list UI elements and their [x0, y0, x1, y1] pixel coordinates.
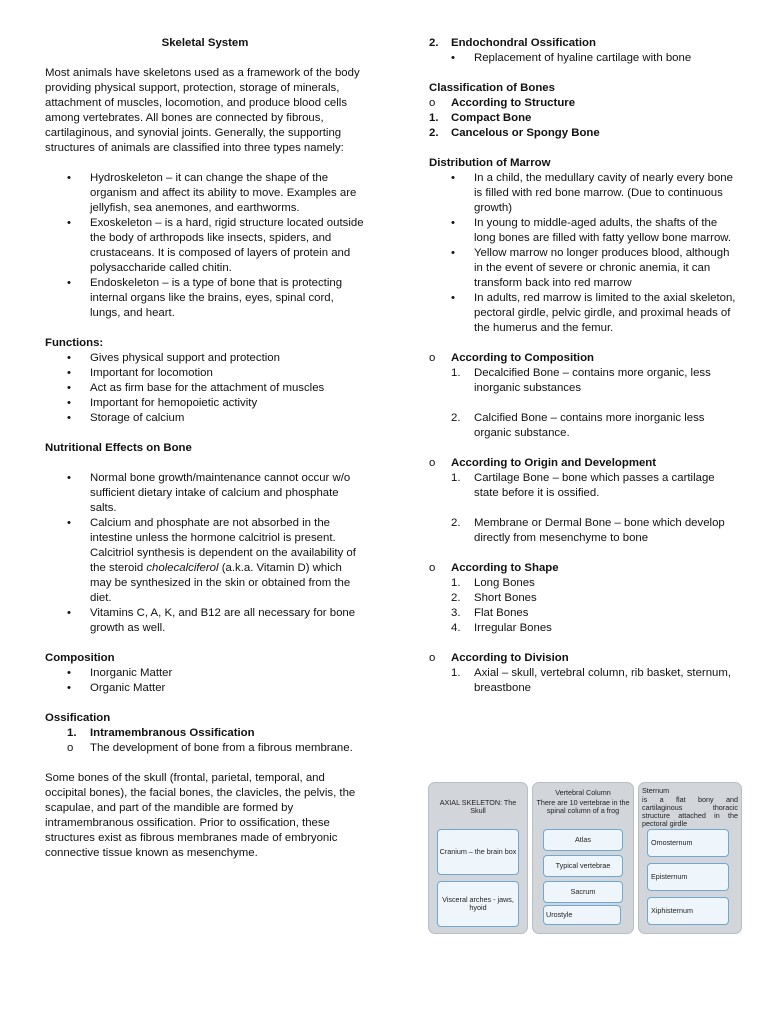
skull-panel — [428, 782, 528, 934]
list-item: • Inorganic Matter — [45, 666, 365, 681]
structure-item: 2. Cancelous or Spongy Bone — [429, 127, 600, 139]
composition-list — [45, 666, 365, 696]
ossification-heading: Ossification — [45, 712, 111, 724]
omosternum-box: Omosternum — [647, 829, 729, 857]
list-item: 1. Long Bones — [451, 577, 535, 589]
vertebral-panel — [532, 782, 634, 934]
list-item: • Vitamins C, A, K, and B12 are all necessary for bone growth as well. — [45, 606, 365, 636]
list-item: 2. Calcified Bone – contains more inorganic less organic substance. — [451, 412, 705, 439]
nutrition-heading: Nutritional Effects on Bone — [45, 442, 192, 454]
ossification-list — [45, 726, 365, 741]
list-item: • Organic Matter — [45, 681, 365, 696]
sternum-panel — [638, 782, 742, 934]
nutrition-list — [45, 471, 365, 636]
list-item: 1. Cartilage Bone – bone which passes a cartilage state before it is ossified. — [451, 472, 715, 499]
division-heading: o According to Division — [429, 652, 569, 664]
marrow-heading: Distribution of Marrow — [429, 157, 551, 169]
division-list — [429, 666, 741, 696]
sacrum-box: Sacrum — [543, 881, 623, 903]
left-column — [45, 36, 365, 861]
list-item: o The development of bone from a fibrous membrane. — [67, 742, 353, 754]
list-item: 2. Short Bones — [451, 592, 537, 604]
closing-paragraph: Some bones of the skull (frontal, parietal, temporal, and occipital bones), the facial bones, the clavicles, the pelvis, the scapulae, and part of the mandible are formed by intramembranous ossification. Prior to ossification, these structures exist as fibrous membranes made of embryonic connective tissue known as mesenchyme. — [45, 772, 356, 859]
origin-heading: o According to Origin and Development — [429, 457, 657, 469]
list-item: 1. Intramembranous Ossification — [67, 727, 255, 739]
list-item: • Storage of calcium — [45, 411, 365, 426]
sternum-description: is a flat bony and cartilaginous thoracic structure attached in the pectoral girdle — [642, 795, 738, 828]
structure-heading: o According to Structure — [429, 97, 576, 109]
atlas-box: Atlas — [543, 829, 623, 851]
composition-heading: Composition — [45, 652, 115, 664]
episternum-box: Episternum — [647, 863, 729, 891]
endochondral-heading: 2. Endochondral Ossification — [429, 37, 596, 49]
composition-heading: o According to Composition — [429, 352, 595, 364]
ossification-sublist — [45, 741, 365, 756]
origin-list — [429, 471, 741, 546]
visceral-arches-box: Visceral arches - jaws, hyoid — [437, 881, 519, 927]
sternum-title: Sternum — [642, 786, 670, 795]
list-item: • Exoskeleton – is a hard, rigid structure located outside the body of arthropods like insects, spiders, and crustaceans. It is composed of layers of protein and polysaccharide called chitin. — [45, 216, 365, 276]
functions-list — [45, 351, 365, 426]
list-item: • Yellow marrow no longer produces blood, although in the event of severe or chronic anemia, it can transform back into red marrow — [429, 246, 741, 291]
axial-skeleton-diagram — [428, 780, 740, 934]
list-item: 3. Flat Bones — [451, 607, 529, 619]
functions-heading: Functions: — [45, 337, 104, 349]
cranium-box: Cranium – the brain box — [437, 829, 519, 875]
list-item: • Endoskeleton – is a type of bone that is protecting internal organs like the brains, eyes, spinal cord, lungs, and heart. — [45, 276, 365, 321]
right-column — [429, 36, 741, 696]
cholecalciferol-term: cholecalciferol — [146, 562, 219, 574]
list-item: • Normal bone growth/maintenance cannot occur w/o sufficient dietary intake of calcium and phosphate salts. — [45, 471, 365, 516]
list-item: 1. Decalcified Bone – contains more organic, less inorganic substances — [451, 367, 711, 394]
list-item: • Gives physical support and protection — [45, 351, 365, 366]
vertebral-title: Vertebral Column — [555, 788, 611, 797]
list-item: 4. Irregular Bones — [451, 622, 552, 634]
list-item: • In adults, red marrow is limited to the axial skeleton, pectoral girdle, pelvic girdle, and proximal heads of the humerus and the femur. — [429, 291, 741, 336]
vertebral-subtitle: There are 10 vertebrae in the spinal column of a frog — [536, 798, 630, 815]
endochondral-list — [429, 51, 741, 66]
shape-heading: o According to Shape — [429, 562, 559, 574]
skeleton-types-list — [45, 171, 365, 321]
composition-list — [429, 366, 741, 441]
marrow-list — [429, 171, 741, 336]
urostyle-box: Urostyle — [543, 905, 621, 925]
skull-title: AXIAL SKELETON: The Skull — [439, 798, 517, 815]
list-item: • Replacement of hyaline cartilage with bone — [429, 51, 741, 66]
xiphisternum-box: Xiphisternum — [647, 897, 729, 925]
list-item: • In a child, the medullary cavity of nearly every bone is filled with red bone marrow. (Due to continuous growth) — [429, 171, 741, 216]
shape-list — [429, 576, 741, 636]
classification-heading: Classification of Bones — [429, 82, 555, 94]
document-title: Skeletal System — [161, 37, 249, 49]
list-item: • Important for hemopoietic activity — [45, 396, 365, 411]
list-item: • In young to middle-aged adults, the shafts of the long bones are filled with fatty yellow bone marrow. — [429, 216, 741, 246]
list-item: • Important for locomotion — [45, 366, 365, 381]
list-item: 1. Axial – skull, vertebral column, rib basket, sternum, breastbone — [451, 667, 732, 694]
structure-item: 1. Compact Bone — [429, 112, 532, 124]
typical-vertebrae-box: Typical vertebrae — [543, 855, 623, 877]
list-item: • Hydroskeleton – it can change the shape of the organism and affect its ability to move. Examples are jellyfish, sea anemones, and earthworms. — [45, 171, 365, 216]
intro-paragraph: Most animals have skeletons used as a framework of the body providing physical support, protection, storage of minerals, attachment of muscles, locomotion, and produce blood cells among vertebrates. All bones are connected by fibrous, cartilaginous, and synovial joints. Generally, the supporting structures of animals are classified into three types namely: — [45, 67, 360, 154]
list-item: • Calcium and phosphate are not absorbed in the intestine unless the hormone calcitriol is present. Calcitriol synthesis is dependent on the availability of the steroid cholecalciferol (a.k.a. Vitamin D) which may be synthesized in the skin or obtained from the diet. — [45, 516, 365, 606]
list-item: 2. Membrane or Dermal Bone – bone which develop directly from mesenchyme to bone — [451, 517, 725, 544]
list-item: • Act as firm base for the attachment of muscles — [45, 381, 365, 396]
